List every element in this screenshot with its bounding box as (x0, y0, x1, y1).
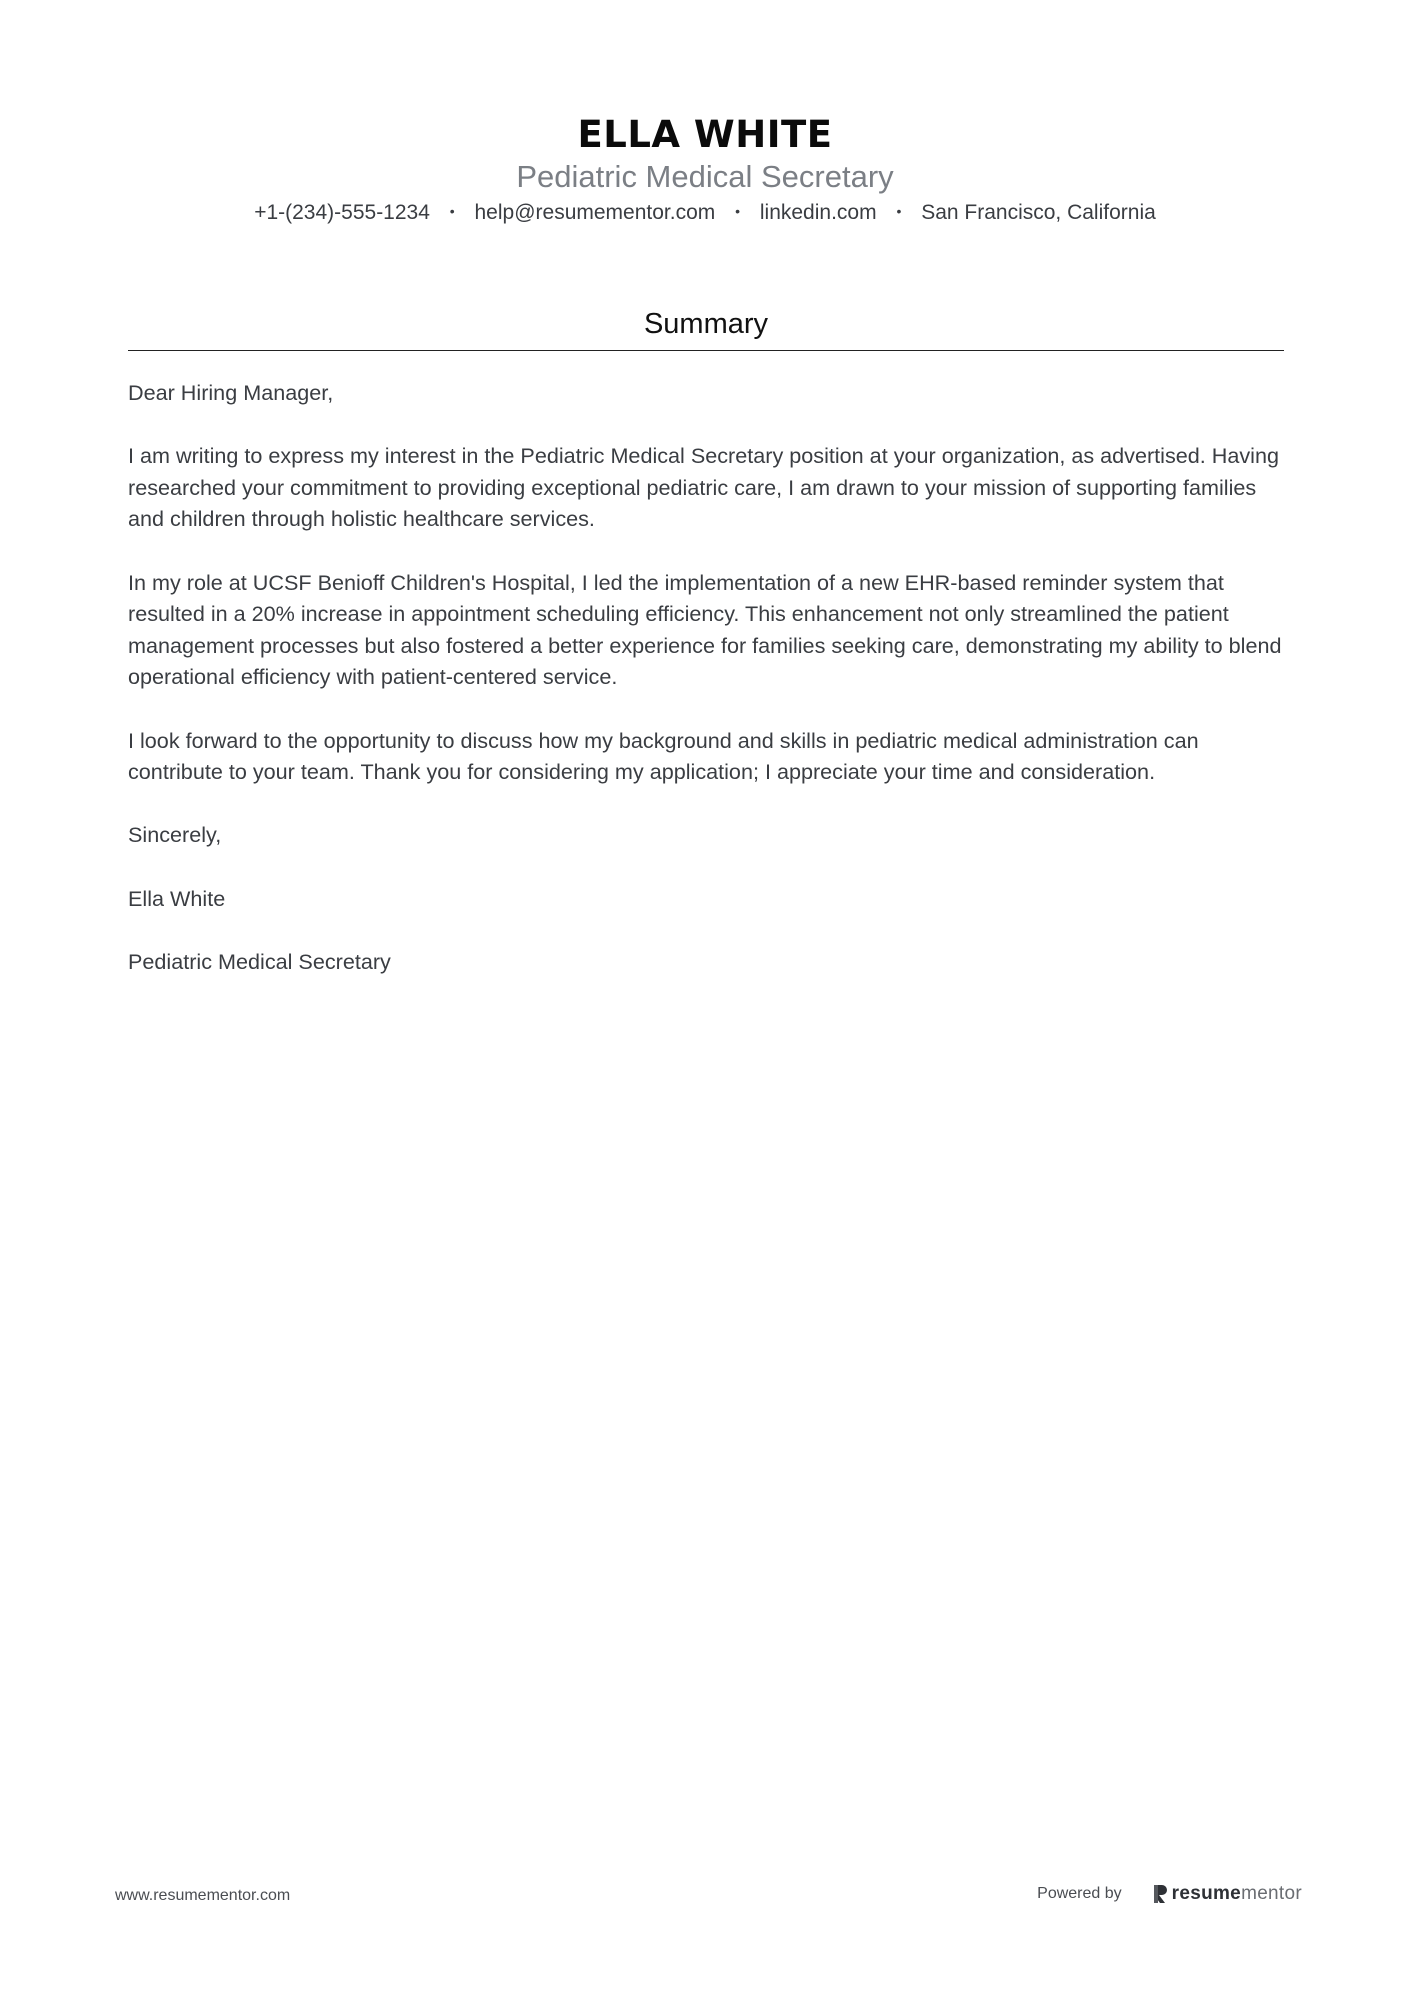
footer-website-link[interactable]: www.resumementor.com (115, 1887, 291, 1904)
brand-wordmark (1172, 1883, 1302, 1905)
contact-email[interactable]: help@resumementor.com (474, 201, 716, 224)
brand-logo[interactable] (1152, 1883, 1302, 1905)
separator-dot: • (896, 203, 902, 220)
signature-title: Pediatric Medical Secretary (128, 948, 391, 974)
paragraph: I am writing to express my interest in the Pediatric Medical Secretary position at your organization, as advertised. Having researched your commitment to providing exceptional pediatric care, I am drawn to your mission of supporting families and children through holistic healthcare services. (128, 443, 1279, 532)
salutation: Dear Hiring Manager, (128, 380, 334, 405)
paragraph: I look forward to the opportunity to discuss how my background and skills in pediatric medical administration can contribute to your team. Thank you for considering my application; I appreciate your time and consideration. (128, 727, 1199, 785)
closing: Sincerely, (128, 822, 222, 848)
candidate-name: ELLA WHITE (577, 113, 833, 156)
brand-wordmark-light: mentor (1241, 1883, 1302, 1904)
brand-wordmark-bold: resume (1171, 1883, 1242, 1904)
contact-phone: +1-(234)-555-1234 (254, 201, 430, 224)
powered-by-label: Powered by (1037, 1885, 1122, 1902)
contact-website[interactable]: linkedin.com (759, 201, 877, 224)
signature-name: Ella White (128, 885, 226, 911)
footer-branding (1037, 1883, 1302, 1905)
separator-dot: • (735, 203, 741, 220)
letter-body (128, 377, 1288, 1009)
section-title: Summary (643, 308, 769, 340)
separator-dot: • (449, 203, 455, 220)
header (0, 112, 1410, 228)
resumementor-logo-icon (1152, 1884, 1168, 1904)
candidate-role: Pediatric Medical Secretary (516, 159, 894, 194)
contact-location: San Francisco, California (921, 201, 1156, 224)
contact-line (0, 198, 1410, 228)
paragraph: In my role at UCSF Benioff Children's Hospital, I led the implementation of a new EHR-based reminder system that resulted in a 20% increase in appointment scheduling efficiency. This enhancement not only streamlined the patient management processes but also fostered a better experience for families seeking care, demonstrating my ability to blend operational efficiency with patient-centered service. (128, 569, 1282, 690)
section-divider (128, 350, 1284, 351)
